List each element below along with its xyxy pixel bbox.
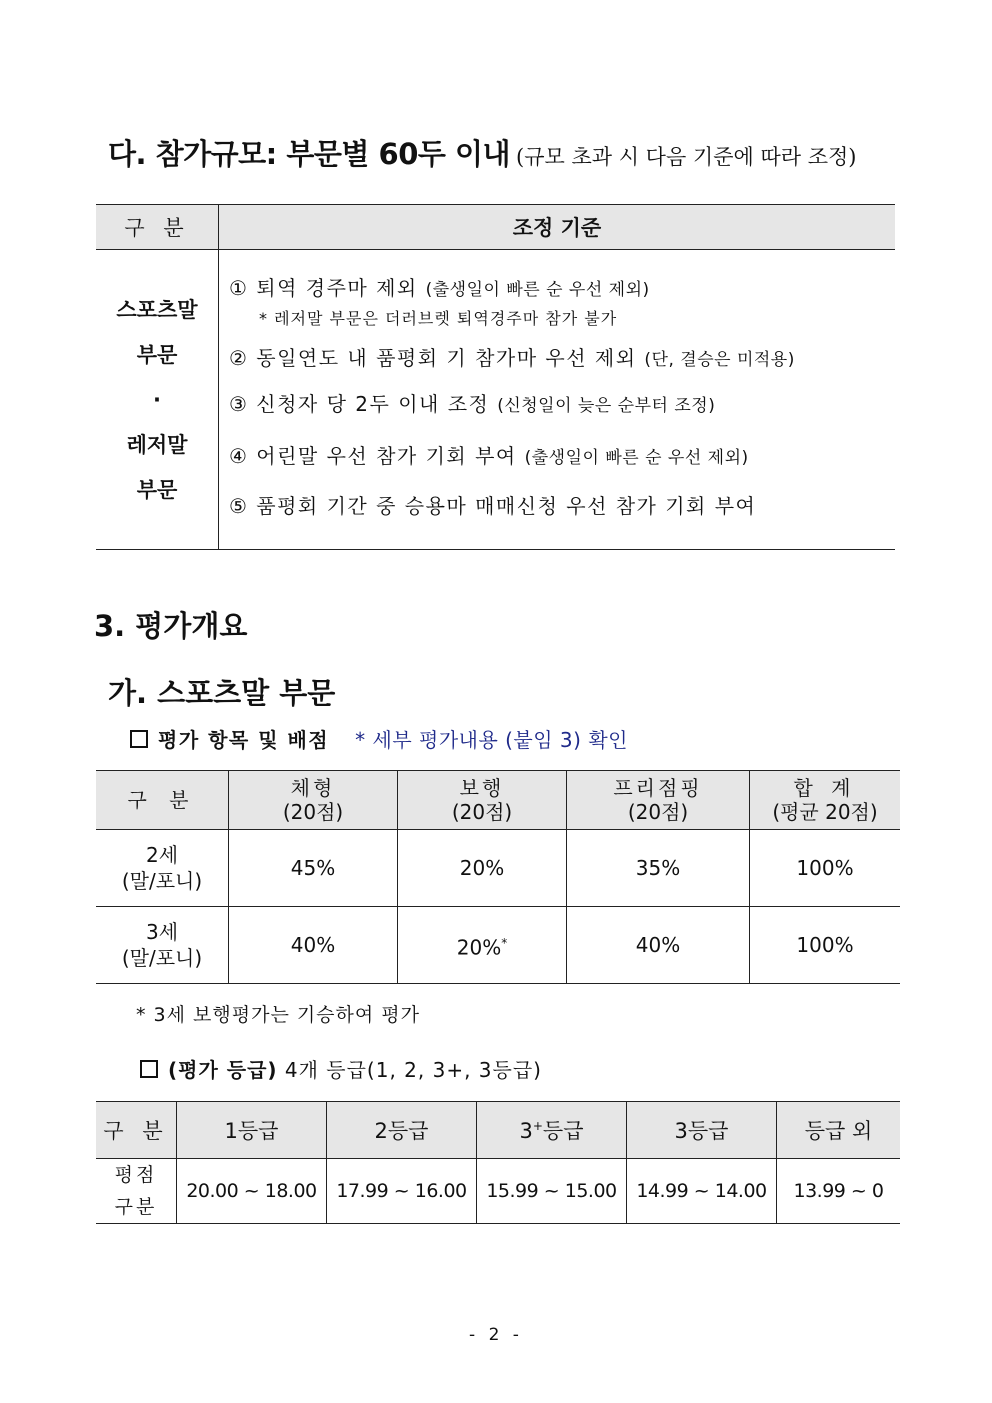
grade-title bbox=[140, 1054, 542, 1083]
section-note: (규모 초과 시 다음 기준에 따라 조정) bbox=[516, 145, 857, 169]
section-title: 다. 참가규모: 부문별 60두 이내 bbox=[108, 137, 511, 171]
table-header-row bbox=[96, 1102, 900, 1159]
header-suffix: 등급 bbox=[542, 1119, 584, 1143]
criterion-number: ③ bbox=[229, 392, 249, 416]
criterion-item bbox=[229, 342, 895, 388]
header-text: 구 분 bbox=[127, 788, 197, 812]
section-heading-participation bbox=[108, 132, 856, 173]
grade-range: 14.99 ~ 14.00 bbox=[627, 1159, 777, 1224]
gait-footnote: * 3세 보행평가는 기승하여 평가 bbox=[136, 1004, 420, 1026]
subsection-heading-sports-horse: 가. 스포츠말 부문 bbox=[108, 676, 336, 710]
criterion-subtext: (출생일이 빠른 순 우선 제외) bbox=[425, 280, 650, 300]
header-category: 구 분 bbox=[96, 1102, 177, 1159]
header-grade-1: 1등급 bbox=[177, 1102, 327, 1159]
gait-value bbox=[398, 907, 567, 984]
header-points: (20점) bbox=[282, 800, 344, 824]
gait-value bbox=[398, 830, 567, 907]
criterion-item bbox=[229, 440, 895, 490]
grade-table bbox=[96, 1101, 900, 1224]
header-grade-out: 등급 외 bbox=[777, 1102, 901, 1159]
grade-description: 4개 등급(1, 2, 3+, 3등급) bbox=[284, 1058, 542, 1082]
header-text: 3 bbox=[519, 1119, 533, 1143]
row-label bbox=[96, 907, 229, 984]
grade-range: 17.99 ~ 16.00 bbox=[327, 1159, 477, 1224]
criterion-item bbox=[229, 490, 895, 519]
header-text: 합 계 bbox=[793, 776, 857, 800]
criteria-title bbox=[130, 724, 628, 753]
table-row bbox=[96, 907, 900, 984]
gait-percent: 20% bbox=[456, 935, 502, 960]
header-grade-3plus bbox=[477, 1102, 627, 1159]
header-gait bbox=[398, 771, 567, 830]
grade-label: (평가 등급) bbox=[168, 1058, 278, 1082]
category-line: 레저말 bbox=[126, 433, 188, 457]
criteria-note: * 세부 평가내용 (붙임 3) 확인 bbox=[355, 728, 628, 752]
criterion-note: * 레저말 부문은 더러브렛 퇴역경주마 참가 불가 bbox=[259, 309, 618, 328]
criterion-text: 동일연도 내 품평회 기 참가마 우선 제외 bbox=[256, 346, 637, 370]
category-line: 부문 bbox=[136, 478, 178, 502]
criterion-item bbox=[229, 388, 895, 440]
row-label bbox=[96, 1159, 177, 1224]
category-cell bbox=[96, 250, 219, 550]
table-row bbox=[96, 830, 900, 907]
header-points: (20점) bbox=[627, 800, 689, 824]
category-line: 스포츠말 bbox=[116, 298, 198, 322]
criterion-number: ① bbox=[229, 276, 249, 300]
category-line: · bbox=[153, 388, 161, 412]
header-text: 보행 bbox=[459, 776, 505, 800]
age-sublabel: (말/포니) bbox=[121, 946, 203, 970]
criterion-text: 품평회 기간 중 승용마 매매신청 우선 참가 기회 부여 bbox=[256, 494, 757, 518]
total-value: 100% bbox=[750, 907, 901, 984]
header-grade-3: 3등급 bbox=[627, 1102, 777, 1159]
table-header-row bbox=[96, 205, 895, 250]
criterion-number: ⑤ bbox=[229, 494, 249, 518]
grade-range: 20.00 ~ 18.00 bbox=[177, 1159, 327, 1224]
body-value: 40% bbox=[229, 907, 398, 984]
gait-percent: 20% bbox=[459, 856, 505, 880]
criterion-item bbox=[229, 272, 895, 302]
table-header-row bbox=[96, 771, 900, 830]
criterion-number: ④ bbox=[229, 444, 249, 468]
header-total bbox=[750, 771, 901, 830]
age-sublabel: (말/포니) bbox=[121, 869, 203, 893]
grade-range: 13.99 ~ 0 bbox=[777, 1159, 901, 1224]
header-category bbox=[96, 771, 229, 830]
table-row bbox=[96, 250, 895, 550]
criterion-subtext: (단, 결승은 미적용) bbox=[644, 350, 795, 370]
criterion-number: ② bbox=[229, 346, 249, 370]
page-number: - 2 - bbox=[469, 1325, 523, 1345]
plus-mark: + bbox=[532, 1119, 543, 1133]
header-category: 구 분 bbox=[96, 205, 219, 250]
criterion-text: 신청자 당 2두 이내 조정 bbox=[256, 392, 490, 416]
adjustment-criteria-table bbox=[96, 204, 895, 550]
header-grade-2: 2등급 bbox=[327, 1102, 477, 1159]
category-line: 부문 bbox=[136, 343, 178, 367]
header-points: (평균 20점) bbox=[772, 800, 878, 824]
row-label-line: 구분 bbox=[114, 1196, 158, 1218]
criterion-text: 퇴역 경주마 제외 bbox=[256, 276, 418, 300]
header-text: 프리점핑 bbox=[613, 776, 703, 800]
criterion-subtext: (신청일이 늦은 순부터 조정) bbox=[497, 396, 716, 416]
weight-table bbox=[96, 770, 900, 984]
total-value: 100% bbox=[750, 830, 901, 907]
header-points: (20점) bbox=[451, 800, 513, 824]
header-body bbox=[229, 771, 398, 830]
header-jumping bbox=[567, 771, 750, 830]
age-label: 3세 bbox=[145, 920, 179, 944]
jump-value: 40% bbox=[567, 907, 750, 984]
criteria-label: 평가 항목 및 배점 bbox=[158, 728, 330, 752]
footnote-mark: * bbox=[501, 935, 508, 950]
header-text: 체형 bbox=[290, 776, 336, 800]
row-label-line: 평점 bbox=[114, 1164, 158, 1186]
body-value: 45% bbox=[229, 830, 398, 907]
section-heading-evaluation: 3. 평가개요 bbox=[94, 609, 248, 643]
table-row bbox=[96, 1159, 900, 1224]
jump-value: 35% bbox=[567, 830, 750, 907]
square-bullet-icon bbox=[130, 730, 148, 748]
age-label: 2세 bbox=[145, 843, 179, 867]
row-label bbox=[96, 830, 229, 907]
criterion-subtext: (출생일이 빠른 순 우선 제외) bbox=[524, 448, 749, 468]
grade-range: 15.99 ~ 15.00 bbox=[477, 1159, 627, 1224]
header-criteria: 조정 기준 bbox=[219, 205, 896, 250]
criteria-cell bbox=[219, 250, 896, 550]
square-bullet-icon bbox=[140, 1060, 158, 1078]
criterion-text: 어린말 우선 참가 기회 부여 bbox=[256, 444, 517, 468]
